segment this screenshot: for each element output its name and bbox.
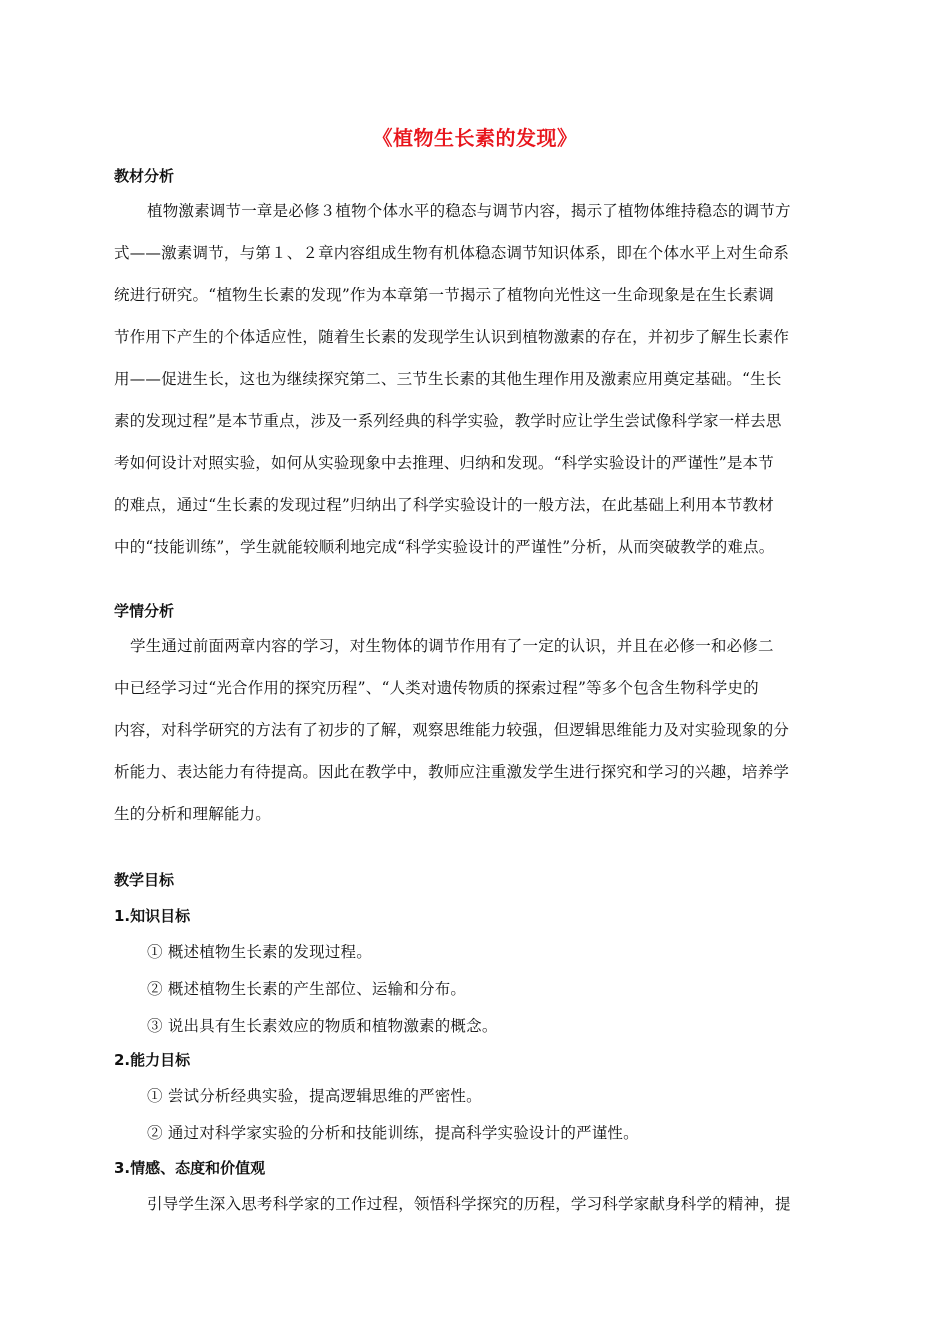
textbook-line: 用——促进生长，这也为继续探究第二、三节生长素的其他生理作用及激素应用奠定基础。“生长 <box>114 370 782 388</box>
textbook-line: 考如何设计对照实验，如何从实验现象中去推理、归纳和发现。“科学实验设计的严谨性”是本节 <box>114 454 774 472</box>
emotion-line: 引导学生深入思考科学家的工作过程，领悟科学探究的历程，学习科学家献身科学的精神，提 <box>147 1195 791 1213</box>
textbook-line: 中的“技能训练”，学生就能较顺利地完成“科学实验设计的严谨性”分析，从而突破教学的难点。 <box>114 538 775 556</box>
textbook-line: 统进行研究。“植物生长素的发现”作为本章第一节揭示了植物向光性这一生命现象是在生长素调 <box>114 286 774 304</box>
subheading-ability: 2.能力目标 <box>114 1051 191 1069</box>
subheading-emotion: 3.情感、态度和价值观 <box>114 1159 266 1177</box>
section-heading-textbook: 教材分析 <box>114 167 175 185</box>
textbook-line: 素的发现过程”是本节重点，涉及一系列经典的科学实验，教学时应让学生尝试像科学家一样去思 <box>114 412 782 430</box>
document-title: 《植物生长素的发现》 <box>372 126 578 150</box>
students-line: 析能力、表达能力有待提高。因此在教学中，教师应注重激发学生进行探究和学习的兴趣，培养学 <box>114 763 790 781</box>
textbook-line: 式——激素调节，与第１、２章内容组成生物有机体稳态调节知识体系，即在个体水平上对生命系 <box>114 244 790 262</box>
section-heading-goals: 教学目标 <box>114 871 175 889</box>
textbook-line: 植物激素调节一章是必修３植物个体水平的稳态与调节内容，揭示了植物体维持稳态的调节方 <box>147 202 791 220</box>
ability-item: ① 尝试分析经典实验，提高逻辑思维的严密性。 <box>147 1087 482 1105</box>
knowledge-item: ② 概述植物生长素的产生部位、运输和分布。 <box>147 980 467 998</box>
students-line: 内容，对科学研究的方法有了初步的了解，观察思维能力较强，但逻辑思维能力及对实验现象的分 <box>114 721 790 739</box>
subheading-knowledge: 1.知识目标 <box>114 907 191 925</box>
knowledge-item: ① 概述植物生长素的发现过程。 <box>147 943 372 961</box>
students-line: 生的分析和理解能力。 <box>114 805 272 823</box>
textbook-line: 节作用下产生的个体适应性，随着生长素的发现学生认识到植物激素的存在，并初步了解生长素作 <box>114 328 790 346</box>
students-line: 学生通过前面两章内容的学习，对生物体的调节作用有了一定的认识，并且在必修一和必修二 <box>130 637 774 655</box>
ability-item: ② 通过对科学家实验的分析和技能训练，提高科学实验设计的严谨性。 <box>147 1124 639 1142</box>
knowledge-item: ③ 说出具有生长素效应的物质和植物激素的概念。 <box>147 1017 498 1035</box>
textbook-line: 的难点，通过“生长素的发现过程”归纳出了科学实验设计的一般方法，在此基础上利用本节教材 <box>114 496 774 514</box>
section-heading-students: 学情分析 <box>114 602 175 620</box>
students-line: 中已经学习过“光合作用的探究历程”、“人类对遗传物质的探索过程”等多个包含生物科学史的 <box>114 679 759 697</box>
